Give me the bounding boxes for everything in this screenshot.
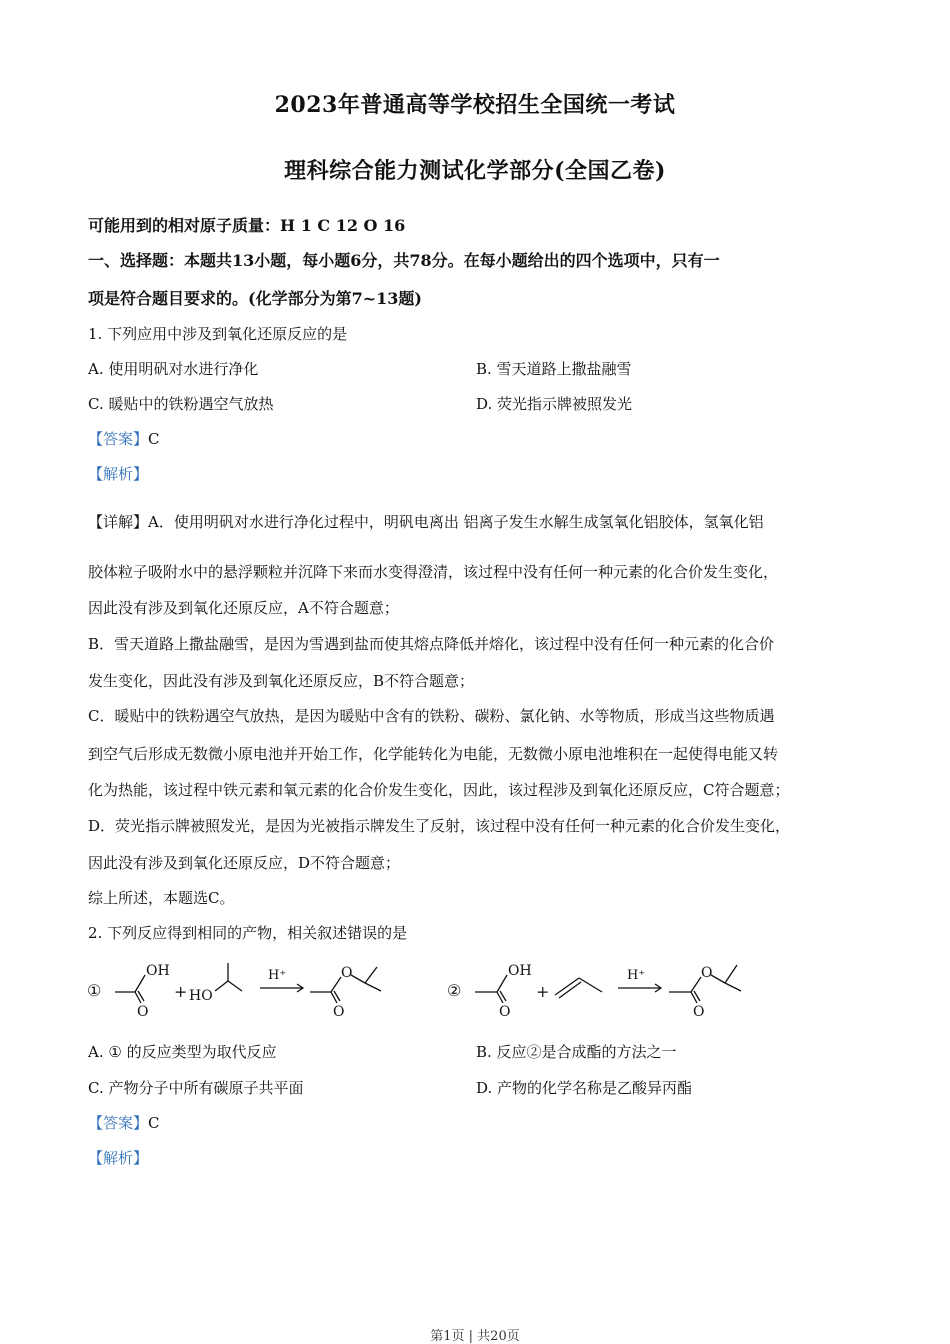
q1-detail-line: 胶体粒子吸附水中的悬浮颗粒并沉降下来而水变得澄清，该过程中没有任何一种元素的化合价发生变化， bbox=[88, 563, 779, 581]
plus-sign: + bbox=[174, 982, 188, 1001]
svg-text:OH: OH bbox=[146, 963, 170, 979]
svg-text:O: O bbox=[499, 1004, 511, 1020]
q1-detail-line: 发生变化，因此没有涉及到氧化还原反应，B不符合题意； bbox=[88, 672, 475, 690]
svg-text:O: O bbox=[693, 1004, 705, 1020]
exam-subtitle: 理科综合能力测试化学部分(全国乙卷) bbox=[284, 158, 666, 184]
q2-option-d: D. 产物的化学名称是乙酸异丙酯 bbox=[476, 1079, 693, 1097]
q2-analysis-tag: 【解析】 bbox=[88, 1149, 149, 1167]
q1-detail-line: C．暖贴中的铁粉遇空气放热，是因为暖贴中含有的铁粉、碳粉、氯化钠、水等物质，形成当这些物质遇 bbox=[88, 707, 775, 725]
q1-detail-line: D．荧光指示牌被照发光，是因为光被指示牌发生了反射，该过程中没有任何一种元素的化合价发生变化， bbox=[88, 817, 791, 835]
q1-option-b: B. 雪天道路上撒盐融雪 bbox=[476, 360, 632, 378]
isopropanol-structure bbox=[215, 963, 242, 991]
q1-detail-line: 综上所述，本题选C。 bbox=[88, 889, 235, 907]
section-instruction-1: 一、选择题：本题共13小题，每小题6分，共78分。在每小题给出的四个选项中，只有一 bbox=[88, 251, 720, 270]
q2-option-a: A. ① 的反应类型为取代反应 bbox=[88, 1043, 277, 1061]
answer-value: C bbox=[148, 1114, 160, 1132]
answer-tag: 【答案】 bbox=[88, 430, 149, 448]
q1-answer bbox=[88, 428, 160, 449]
svg-text:HO: HO bbox=[189, 988, 213, 1004]
reaction-arrow bbox=[260, 984, 303, 992]
acetic-acid-structure bbox=[475, 975, 507, 1003]
q1-detail-line: B．雪天道路上撒盐融雪，是因为雪遇到盐而使其熔点降低并熔化，该过程中没有任何一种元素的化合价 bbox=[88, 635, 775, 653]
svg-text:O: O bbox=[341, 965, 353, 981]
q1-detail-line: 因此没有涉及到氧化还原反应，A不符合题意； bbox=[88, 599, 399, 617]
q1-detail-line: 到空气后形成无数微小原电池并开始工作，化学能转化为电能，无数微小原电池堆积在一起使得电能又转 bbox=[88, 745, 779, 763]
q1-detail-line: 化为热能，该过程中铁元素和氧元素的化合价发生变化，因此，该过程涉及到氧化还原反应，C符合题意； bbox=[88, 781, 790, 799]
detail-tag: 【详解】 bbox=[88, 513, 149, 531]
reaction-1-label: ① bbox=[87, 981, 102, 1000]
q1-option-a: A. 使用明矾对水进行净化 bbox=[88, 360, 259, 378]
atomic-masses: 可能用到的相对原子质量：H 1 C 12 O 16 bbox=[88, 216, 406, 235]
propene-structure bbox=[555, 978, 602, 998]
q1-option-c: C. 暖贴中的铁粉遇空气放热 bbox=[88, 395, 274, 413]
svg-text:O: O bbox=[137, 1004, 149, 1020]
acetic-acid-structure bbox=[115, 975, 145, 1003]
q2-option-c: C. 产物分子中所有碳原子共平面 bbox=[88, 1079, 304, 1097]
q2-stem: 2. 下列反应得到相同的产物，相关叙述错误的是 bbox=[88, 924, 408, 942]
q1-detail-line: 【详解】A．使用明矾对水进行净化过程中，明矾电离出 铝离子发生水解生成氢氧化铝胶体，氢氧化铝 bbox=[88, 513, 764, 531]
q1-stem: 1. 下列应用中涉及到氧化还原反应的是 bbox=[88, 325, 348, 343]
svg-text:O: O bbox=[701, 965, 713, 981]
exam-title: 2023年普通高等学校招生全国统一考试 bbox=[274, 92, 676, 118]
answer-tag: 【答案】 bbox=[88, 1114, 149, 1132]
q1-detail-line: 因此没有涉及到氧化还原反应，D不符合题意； bbox=[88, 854, 401, 872]
catalyst-label: H⁺ bbox=[627, 968, 646, 983]
page-footer: 第1页 | 共20页 bbox=[430, 1329, 520, 1344]
reaction-2-label: ② bbox=[447, 981, 462, 1000]
q1-option-d: D. 荧光指示牌被照发光 bbox=[476, 395, 633, 413]
q1-analysis-tag: 【解析】 bbox=[88, 465, 149, 483]
answer-value: C bbox=[148, 430, 160, 448]
reaction-scheme bbox=[85, 955, 865, 1025]
catalyst-label: H⁺ bbox=[268, 968, 287, 983]
plus-sign: + bbox=[536, 982, 550, 1001]
svg-text:OH: OH bbox=[508, 963, 532, 979]
reaction-arrow bbox=[618, 984, 661, 992]
q2-answer bbox=[88, 1112, 160, 1133]
q2-option-b: B. 反应②是合成酯的方法之一 bbox=[476, 1043, 677, 1061]
svg-text:O: O bbox=[333, 1004, 345, 1020]
section-instruction-2: 项是符合题目要求的。(化学部分为第7~13题) bbox=[88, 289, 422, 308]
